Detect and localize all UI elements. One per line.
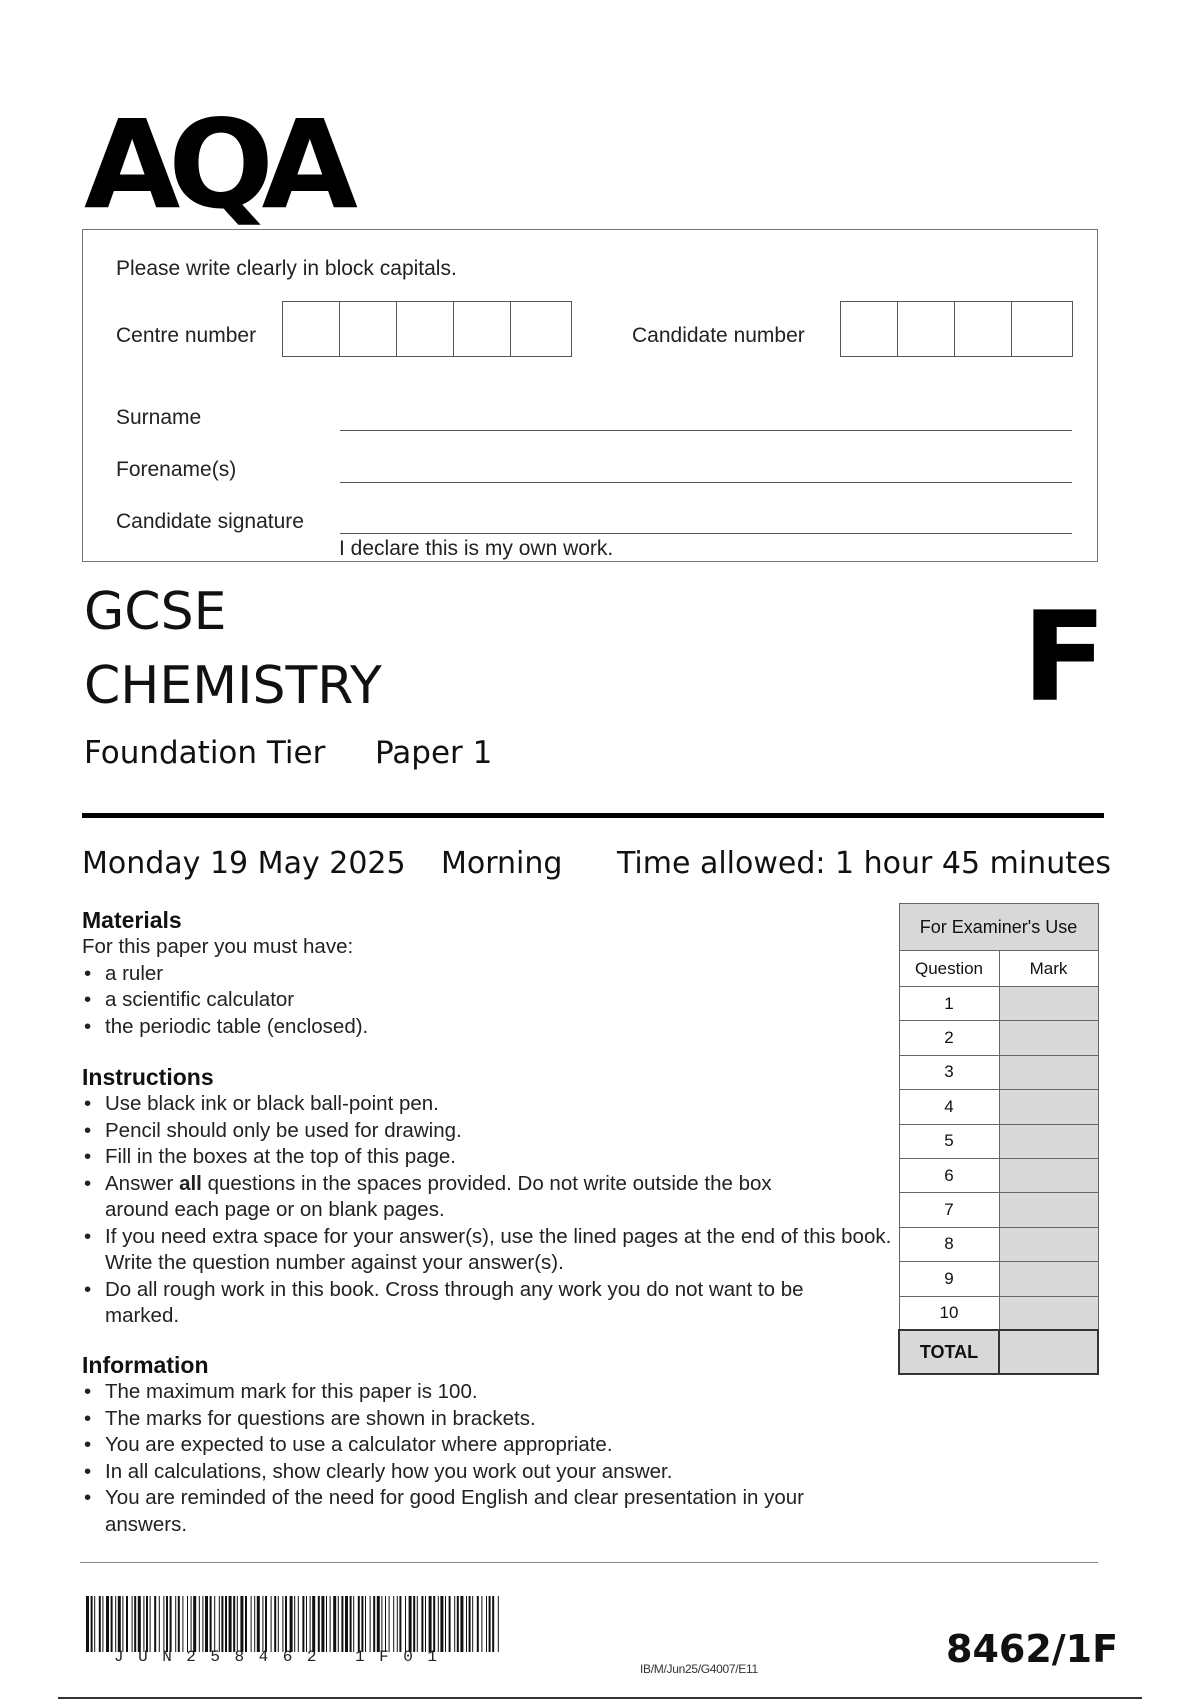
list-item: • a scientific calculator — [82, 987, 862, 1014]
barcode-bar — [210, 1596, 212, 1652]
list-item: • a ruler — [82, 961, 862, 988]
list-item: • If you need extra space for your answer(s), use the lined pages at the end of this book. Write the question number against your answer(s). — [82, 1224, 895, 1277]
aqa-logo — [84, 94, 346, 236]
tier-letter: F — [1022, 586, 1107, 730]
barcode-bar — [282, 1596, 283, 1652]
materials-intro: For this paper you must have: — [82, 935, 354, 958]
time-allowed: Time allowed: 1 hour 45 minutes — [617, 846, 1112, 881]
barcode-bar — [262, 1596, 263, 1652]
barcode-bar — [306, 1596, 307, 1652]
barcode-bar — [221, 1596, 223, 1652]
mark-cell — [999, 1193, 1098, 1227]
barcode-bar — [498, 1596, 499, 1652]
question-number: 6 — [899, 1158, 999, 1192]
barcode-bar — [274, 1596, 276, 1652]
page-bottom-rule — [58, 1697, 1142, 1699]
barcode-bar — [182, 1596, 183, 1652]
barcode-bar — [214, 1596, 215, 1652]
barcode-bar — [154, 1596, 156, 1652]
barcode-bar — [175, 1596, 176, 1652]
centre-number-digit-box[interactable] — [454, 302, 511, 356]
question-number: 2 — [899, 1021, 999, 1055]
barcode-bar — [245, 1596, 247, 1652]
barcode-bar — [365, 1596, 366, 1652]
barcode-bar — [312, 1596, 315, 1652]
barcode-bar — [91, 1596, 93, 1652]
materials-list — [82, 961, 862, 1041]
barcode-bar — [193, 1596, 196, 1652]
barcode-bar — [115, 1596, 116, 1652]
list-item: • The maximum mark for this paper is 100. — [82, 1379, 882, 1406]
barcode-bar — [251, 1596, 252, 1652]
footer-divider — [80, 1562, 1098, 1563]
barcode-bar — [178, 1596, 180, 1652]
question-column-header: Question — [899, 951, 999, 987]
barcode-bar — [163, 1596, 164, 1652]
centre-number-boxes[interactable] — [282, 301, 572, 357]
barcode-bar — [166, 1596, 168, 1652]
barcode-bar — [405, 1596, 406, 1652]
barcode-bar — [353, 1596, 354, 1652]
candidate-number-digit-box[interactable] — [1012, 302, 1072, 356]
barcode-bar — [417, 1596, 418, 1652]
barcode-bar — [477, 1596, 479, 1652]
list-item: • Do all rough work in this book. Cross through any work you do not want to be marked. — [82, 1277, 845, 1330]
barcode-bar — [393, 1596, 394, 1652]
tier-label: Foundation Tier — [84, 735, 326, 771]
barcode-bar — [385, 1596, 386, 1652]
barcode-bar — [338, 1596, 339, 1652]
surname-line[interactable] — [340, 430, 1072, 431]
barcode-bar — [486, 1596, 487, 1652]
barcode-bar — [187, 1596, 188, 1652]
barcode-bar — [377, 1596, 380, 1652]
barcode-bar — [106, 1596, 109, 1652]
barcode-bar — [310, 1596, 311, 1652]
materials-section — [82, 934, 862, 1040]
barcode-bar — [294, 1596, 295, 1652]
total-mark-cell — [999, 1330, 1098, 1374]
barcode-bar — [111, 1596, 113, 1652]
examiners-use-title: For Examiner's Use — [899, 904, 1098, 951]
information-section — [82, 1379, 882, 1538]
barcode-bar — [492, 1596, 494, 1652]
barcode-bar — [345, 1596, 348, 1652]
barcode-bar — [481, 1596, 482, 1652]
forenames-label: Forename(s) — [116, 458, 237, 481]
surname-label: Surname — [116, 406, 202, 429]
paper-code: 8462/1F — [946, 1627, 1119, 1671]
question-number: 1 — [899, 987, 999, 1021]
instructions-section — [82, 1091, 892, 1330]
barcode-bar — [237, 1596, 238, 1652]
list-item: • Fill in the boxes at the top of this page. — [82, 1144, 882, 1171]
forenames-line[interactable] — [340, 482, 1072, 483]
materials-heading: Materials — [82, 907, 182, 933]
subject-title: CHEMISTRY — [84, 656, 382, 716]
aqa-logo-text: AQA — [84, 94, 346, 236]
list-item: • Use black ink or black ball-point pen. — [82, 1091, 882, 1118]
barcode-bar — [472, 1596, 473, 1652]
barcode-bar — [191, 1596, 192, 1652]
candidate-number-boxes[interactable] — [840, 301, 1073, 357]
mark-cell — [999, 1055, 1098, 1089]
barcode-bar — [86, 1596, 89, 1652]
question-number: 4 — [899, 1090, 999, 1124]
barcode-bar — [94, 1596, 95, 1652]
barcode-bar — [254, 1596, 255, 1652]
candidate-number-digit-box[interactable] — [955, 302, 1012, 356]
barcode-bar — [265, 1596, 267, 1652]
barcode-bar — [233, 1596, 235, 1652]
barcode-bar — [202, 1596, 203, 1652]
signature-line[interactable] — [340, 533, 1072, 534]
candidate-number-digit-box[interactable] — [841, 302, 898, 356]
list-item: • You are expected to use a calculator where appropriate. — [82, 1432, 882, 1459]
question-number: 9 — [899, 1262, 999, 1296]
barcode-bar — [361, 1596, 363, 1652]
barcode-bar — [425, 1596, 426, 1652]
total-label: TOTAL — [899, 1330, 999, 1374]
list-item: • Pencil should only be used for drawing. — [82, 1118, 882, 1145]
mark-cell — [999, 1124, 1098, 1158]
barcode-bar — [460, 1596, 463, 1652]
barcode-bar — [373, 1596, 375, 1652]
barcode-bar — [421, 1596, 423, 1652]
mark-cell — [999, 1158, 1098, 1192]
question-number: 10 — [899, 1296, 999, 1330]
barcode-bar — [399, 1596, 401, 1652]
question-number: 3 — [899, 1055, 999, 1089]
question-number: 7 — [899, 1193, 999, 1227]
centre-number-digit-box[interactable] — [283, 302, 340, 356]
barcode-bar — [445, 1596, 446, 1652]
block-capitals-instruction: Please write clearly in block capitals. — [116, 257, 457, 280]
barcode-bar — [118, 1596, 121, 1652]
exam-session: Morning — [441, 846, 563, 881]
barcode-bar — [440, 1596, 443, 1652]
barcode-bar — [278, 1596, 279, 1652]
paper-label: Paper 1 — [375, 735, 493, 771]
barcode-bar — [302, 1596, 304, 1652]
barcode-bar — [170, 1596, 172, 1652]
information-heading: Information — [82, 1352, 209, 1378]
list-item: • You are reminded of the need for good English and clear presentation in your answers. — [82, 1485, 825, 1538]
barcode-bar — [290, 1596, 293, 1652]
mark-cell — [999, 1090, 1098, 1124]
barcode-bar — [219, 1596, 220, 1652]
mark-cell — [999, 1296, 1098, 1330]
barcode-bar — [240, 1596, 243, 1652]
list-item: • the periodic table (enclosed). — [82, 1014, 862, 1041]
barcode-bar — [326, 1596, 327, 1652]
mark-column-header: Mark — [999, 951, 1098, 987]
list-item: • The marks for questions are shown in brackets. — [82, 1406, 882, 1433]
barcode-bar — [146, 1596, 148, 1652]
barcode-bar — [159, 1596, 160, 1652]
barcode-bar — [438, 1596, 439, 1652]
answer-text: Answer — [105, 1171, 174, 1195]
barcode-bar — [138, 1596, 141, 1652]
mark-cell — [999, 1262, 1098, 1296]
mark-cell — [999, 987, 1098, 1021]
barcode-bar — [318, 1596, 320, 1652]
candidate-number-label: Candidate number — [632, 324, 805, 347]
barcode-bar — [409, 1596, 412, 1652]
barcode-bar — [489, 1596, 491, 1652]
barcode-bar — [257, 1596, 260, 1652]
barcode-bar — [150, 1596, 151, 1652]
list-item — [82, 1171, 785, 1224]
information-list — [82, 1379, 882, 1538]
barcode-bar — [126, 1596, 128, 1652]
barcode-bar — [229, 1596, 232, 1652]
barcode-bar — [285, 1596, 287, 1652]
mark-cell — [999, 1227, 1098, 1261]
barcode-bar — [350, 1596, 352, 1652]
barcode-bar — [397, 1596, 398, 1652]
barcode-bar — [134, 1596, 136, 1652]
barcode-bar — [389, 1596, 390, 1652]
question-number: 5 — [899, 1124, 999, 1158]
barcode-digits: JUN258462 1F01 — [114, 1648, 452, 1666]
barcode-bar — [449, 1596, 451, 1652]
barcode — [86, 1596, 500, 1652]
centre-number-digit-box[interactable] — [511, 302, 571, 356]
barcode-bar — [298, 1596, 299, 1652]
barcode-bar — [454, 1596, 455, 1652]
barcode-bar — [102, 1596, 103, 1652]
barcode-bar — [122, 1596, 123, 1652]
own-work-declaration: I declare this is my own work. — [339, 537, 614, 560]
answer-text-rest: questions in the spaces provided. Do not write outside the box around each page or on blank pages. — [105, 1171, 772, 1221]
centre-number-digit-box[interactable] — [340, 302, 397, 356]
barcode-bar — [433, 1596, 435, 1652]
barcode-bar — [132, 1596, 133, 1652]
barcode-bar — [271, 1596, 272, 1652]
barcode-bar — [341, 1596, 343, 1652]
barcode-bar — [457, 1596, 459, 1652]
barcode-bar — [333, 1596, 336, 1652]
instructions-list — [82, 1091, 892, 1330]
barcode-bar — [99, 1596, 101, 1652]
barcode-bar — [143, 1596, 144, 1652]
all-emphasis: all — [179, 1171, 202, 1195]
barcode-bar — [381, 1596, 382, 1652]
title-divider — [82, 813, 1104, 818]
barcode-bar — [370, 1596, 371, 1652]
barcode-bar — [413, 1596, 415, 1652]
barcode-bar — [205, 1596, 208, 1652]
barcode-bar — [429, 1596, 432, 1652]
examiners-use-table — [898, 903, 1099, 1375]
mark-cell — [999, 1021, 1098, 1055]
centre-number-label: Centre number — [116, 324, 257, 347]
barcode-bar — [469, 1596, 471, 1652]
instructions-heading: Instructions — [82, 1064, 214, 1090]
barcode-bar — [330, 1596, 331, 1652]
document-reference: IB/M/Jun25/G4007/E11 — [640, 1662, 758, 1676]
question-number: 8 — [899, 1227, 999, 1261]
centre-number-digit-box[interactable] — [397, 302, 454, 356]
barcode-bar — [199, 1596, 200, 1652]
qualification-title: GCSE — [84, 582, 227, 642]
barcode-bar — [466, 1596, 467, 1652]
candidate-number-digit-box[interactable] — [898, 302, 955, 356]
list-item: • In all calculations, show clearly how you work out your answer. — [82, 1459, 882, 1486]
barcode-bar — [358, 1596, 360, 1652]
barcode-bar — [225, 1596, 227, 1652]
barcode-bar — [321, 1596, 324, 1652]
exam-date: Monday 19 May 2025 — [82, 846, 406, 881]
signature-label: Candidate signature — [116, 510, 304, 533]
